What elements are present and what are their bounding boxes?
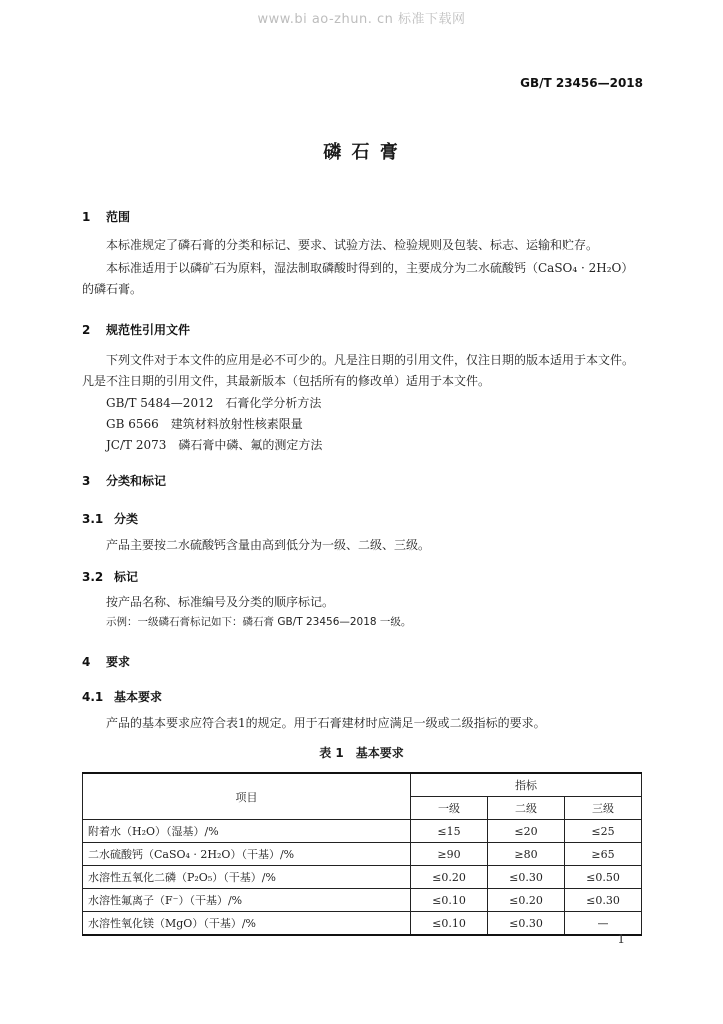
section-title: 范围 [106,210,131,224]
table-row [83,866,642,889]
row-value: ≤0.10 [411,889,488,912]
row-value: — [565,912,642,936]
table-row [83,912,642,936]
section-number: 4 [82,655,91,669]
row-value: ≤0.30 [565,889,642,912]
row-value: ≤0.10 [411,912,488,936]
section-4-1-heading [82,688,162,705]
table-row [83,843,642,866]
classification-paragraph: 产品主要按二水硫酸钙含量由高到低分为一级、二级、三级。 [106,538,431,552]
row-value: ≥90 [411,843,488,866]
marking-paragraph: 按产品名称、标准编号及分类的顺序标记。 [106,595,335,609]
section-number: 2 [82,323,91,337]
header-grade: 一级 [411,797,488,820]
reference-item: JC/T 2073 磷石膏中磷、氟的测定方法 [106,438,323,452]
standard-number: GB/T 23456—2018 [520,76,643,90]
section-title: 要求 [106,655,131,669]
table-header-row [83,773,642,797]
section-title: 分类和标记 [106,474,167,488]
marking-example: 示例：一级磷石膏标记如下：磷石膏 GB/T 23456—2018 一级。 [106,616,412,628]
section-title: 规范性引用文件 [106,323,191,337]
section-number: 3.1 [82,512,104,526]
page-number: 1 [617,932,625,946]
document-title: 磷 石 膏 [323,142,400,163]
row-value: ≤0.20 [488,889,565,912]
row-value: ≤15 [411,820,488,843]
row-value: ≤0.50 [565,866,642,889]
row-value: ≥65 [565,843,642,866]
section-title: 分类 [114,512,139,526]
header-item: 项目 [83,773,411,820]
row-value: ≤0.20 [411,866,488,889]
references-intro: 下列文件对于本文件的应用是必不可少的。凡是注日期的引用文件，仅注日期的版本适用于本文件。凡是不注日期的引用文件，其最新版本（包括所有的修改单）适用于本文件。 [82,353,635,388]
section-4-heading [82,653,130,670]
row-value: ≤0.30 [488,866,565,889]
row-value: ≤0.30 [488,912,565,936]
section-title: 标记 [114,570,139,584]
row-value: ≤25 [565,820,642,843]
section-number: 3.2 [82,570,104,584]
header-grade: 二级 [488,797,565,820]
section-2-heading [82,321,190,338]
section-1-heading [82,208,130,225]
row-item: 水溶性氧化镁（MgO）（干基）/% [83,912,411,936]
table-caption: 表 1 基本要求 [319,746,404,760]
reference-item: GB 6566 建筑材料放射性核素限量 [106,417,303,431]
row-value: ≥80 [488,843,565,866]
section-number: 1 [82,210,91,224]
header-indicator: 指标 [411,773,642,797]
scope-paragraph-2: 本标准适用于以磷矿石为原料，湿法制取磷酸时得到的，主要成分为二水硫酸钙（CaSO₄ · 2H₂O）的磷石膏。 [82,261,634,296]
section-number: 3 [82,474,91,488]
basic-requirements-paragraph: 产品的基本要求应符合表1的规定。用于石膏建材时应满足一级或二级指标的要求。 [106,716,546,730]
table-row [83,889,642,912]
section-3-2-heading [82,568,138,585]
row-item: 水溶性五氧化二磷（P₂O₅）（干基）/% [83,866,411,889]
section-title: 基本要求 [114,690,163,704]
row-item: 二水硫酸钙（CaSO₄ · 2H₂O）（干基）/% [83,843,411,866]
section-3-1-heading [82,510,138,527]
header-grade: 三级 [565,797,642,820]
reference-item: GB/T 5484—2012 石膏化学分析方法 [106,396,322,410]
section-3-heading [82,472,166,489]
row-item: 附着水（H₂O）（湿基）/% [83,820,411,843]
scope-paragraph-1: 本标准规定了磷石膏的分类和标记、要求、试验方法、检验规则及包装、标志、运输和贮存。 [106,238,599,252]
requirements-table [82,772,642,936]
row-value: ≤20 [488,820,565,843]
watermark: www.bi ao-zhun. cn 标准下载网 [257,12,466,27]
table-row [83,820,642,843]
row-item: 水溶性氟离子（F⁻）（干基）/% [83,889,411,912]
section-number: 4.1 [82,690,104,704]
